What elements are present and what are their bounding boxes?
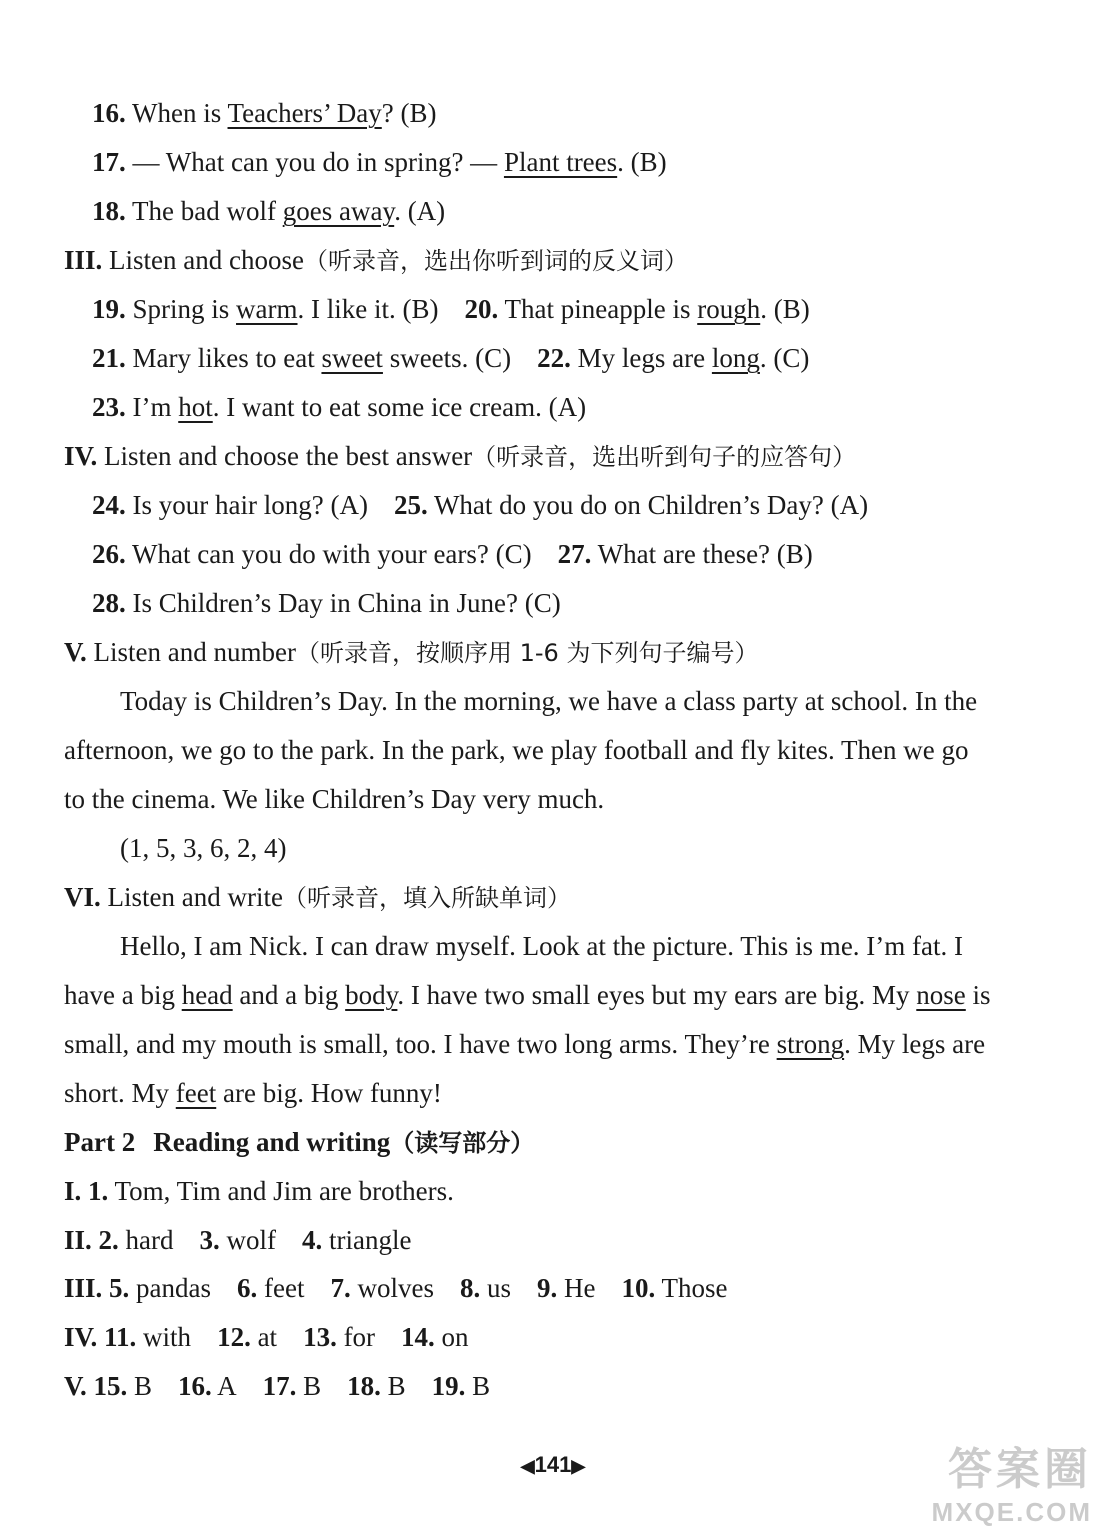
reading-ii: II. 2. hard 3. wolf 4. triangle [64,1225,412,1255]
item-16: 16. When is Teachers’ Day? (B) [92,98,437,128]
passage-v-line-3: to the cinema. We like Children’s Day very much. [64,784,605,814]
section-vi-heading: VI. Listen and write（听录音，填入所缺单词） [64,882,571,912]
passage-vi-line-1: Hello, I am Nick. I can draw myself. Look at the picture. This is me. I’m fat. I [120,931,963,961]
item-28: 28. Is Children’s Day in China in June? (C) [92,588,561,618]
passage-vi-line-3: small, and my mouth is small, too. I have two long arms. They’re strong. My legs are [64,1029,986,1059]
watermark-logo-text: 答案圈 [948,1444,1092,1495]
watermark [932,1433,1092,1528]
page-number: ◀141▶ [520,1452,586,1477]
passage-vi-line-4: short. My feet are big. How funny! [64,1078,442,1108]
item-17: 17. — What can you do in spring? — Plant trees. (B) [92,147,667,177]
passage-v-answer: (1, 5, 3, 6, 2, 4) [120,833,287,863]
reading-iii: III. 5. pandas 6. feet 7. wolves 8. us 9. He 10. Those [64,1273,728,1303]
right-triangle-icon: ▶ [571,1456,586,1476]
passage-vi-line-2: have a big head and a big body. I have two small eyes but my ears are big. My nose is [64,980,991,1010]
part-2-heading: Part 2 Reading and writing（读写部分） [64,1127,535,1157]
item-18: 18. The bad wolf goes away. (A) [92,196,446,226]
reading-v: V. 15. B 16. A 17. B 18. B 19. B [64,1371,491,1401]
section-iii-heading: III. Listen and choose（听录音，选出你听到词的反义词） [64,245,688,275]
item-21-22: 21. Mary likes to eat sweet sweets. (C) 22. My legs are long. (C) [92,343,810,373]
reading-i: I. 1. Tom, Tim and Jim are brothers. [64,1176,454,1206]
item-26-27: 26. What can you do with your ears? (C) 27. What are these? (B) [92,539,813,569]
watermark-url: MXQE.COM [931,1497,1092,1527]
passage-v-line-1: Today is Children’s Day. In the morning, we have a class party at school. In the [120,686,978,716]
section-iv-heading: IV. Listen and choose the best answer（听录音，选出听到句子的应答句） [64,441,857,471]
item-24-25: 24. Is your hair long? (A) 25. What do you do on Children’s Day? (A) [92,490,869,520]
section-v-heading: V. Listen and number（听录音，按顺序用 1-6 为下列句子编号） [64,637,759,667]
item-23: 23. I’m hot. I want to eat some ice cream. (A) [92,392,587,422]
reading-iv: IV. 11. with 12. at 13. for 14. on [64,1322,469,1352]
left-triangle-icon: ◀ [520,1456,535,1476]
item-19-20: 19. Spring is warm. I like it. (B) 20. That pineapple is rough. (B) [92,294,810,324]
passage-v-line-2: afternoon, we go to the park. In the park, we play football and fly kites. Then we go [64,735,969,765]
